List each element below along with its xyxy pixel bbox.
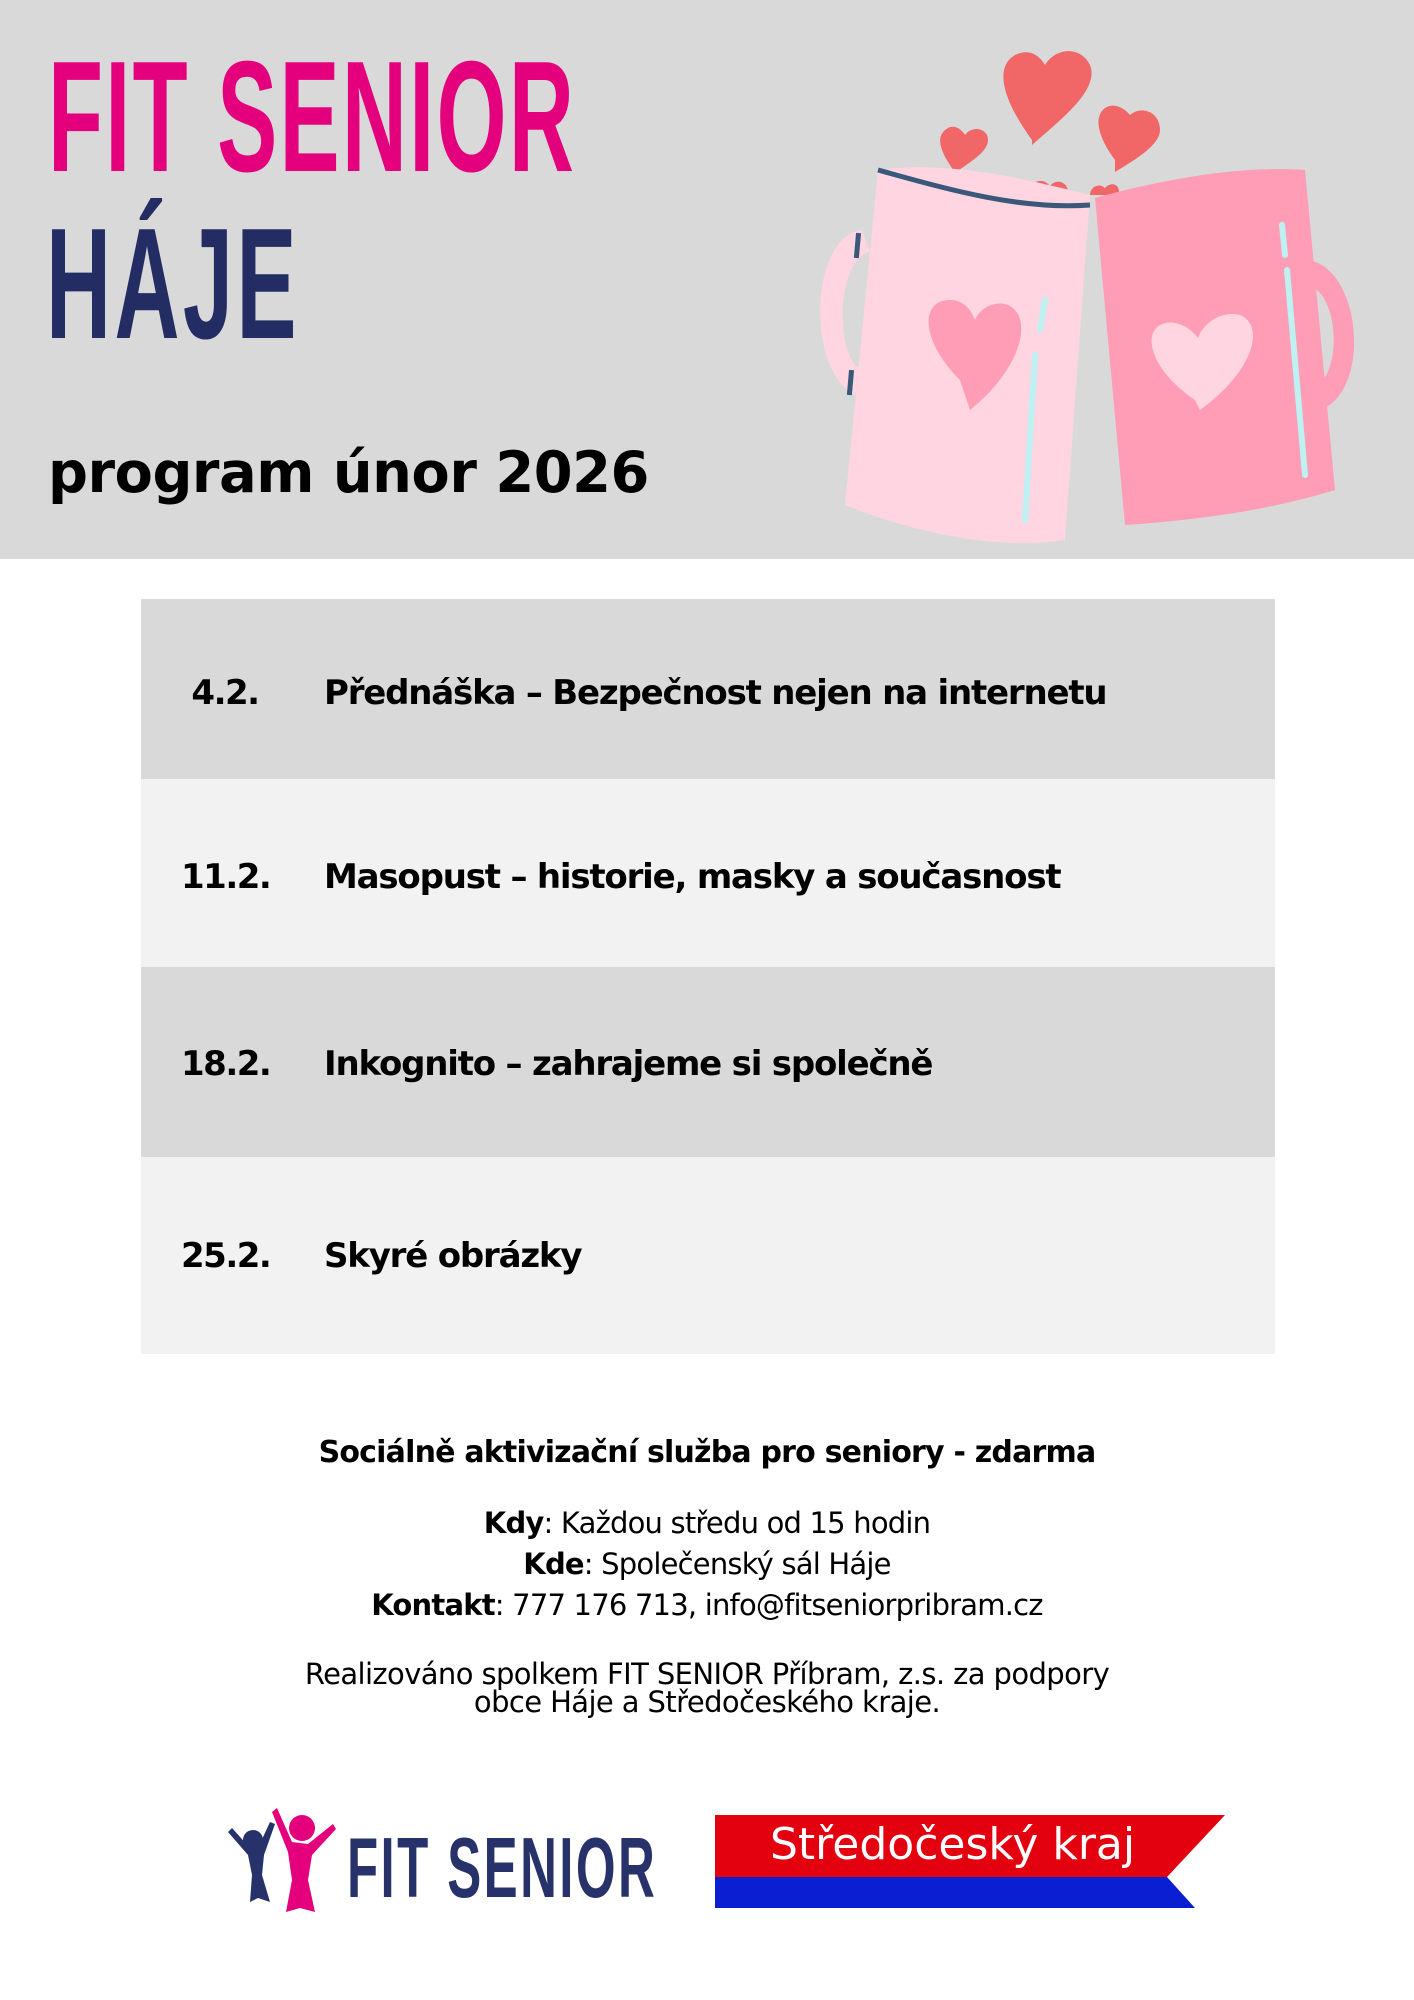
schedule-row [141, 599, 1275, 779]
event-title: Masopust – historie, masky a současnost [324, 857, 1061, 897]
when-line [0, 1506, 1414, 1540]
event-title: Skyré obrázky [324, 1236, 582, 1276]
event-date: 18.2. [181, 1044, 271, 1084]
event-title: Inkognito – zahrajeme si společně [324, 1044, 933, 1084]
kraj-logo-text: Středočeský kraj [770, 1819, 1136, 1870]
mugs-with-hearts-illustration [800, 40, 1390, 550]
program-subtitle: program únor 2026 [48, 440, 649, 506]
where-value: : Společenský sál Háje [583, 1547, 891, 1581]
schedule-row [141, 779, 1275, 967]
contact-value: : 777 176 713, info@fitseniorpribram.cz [494, 1588, 1043, 1622]
credits-line-2: obce Háje a Středočeského kraje. [473, 1685, 941, 1719]
contact-line [0, 1588, 1414, 1622]
event-title: Přednáška – Bezpečnost nejen na internetu [324, 673, 1107, 713]
title-haje: HÁJE [46, 196, 300, 372]
credits-line-1: Realizováno spolkem FIT SENIOR Příbram, z.s. za podpory [304, 1657, 1110, 1691]
contact-label: Kontakt [371, 1588, 495, 1622]
event-date: 25.2. [181, 1236, 271, 1276]
service-heading: Sociálně aktivizační služba pro seniory - zdarma [318, 1435, 1096, 1470]
fit-senior-logo-text: FIT SENIOR [347, 1821, 658, 1916]
event-date: 4.2. [191, 673, 259, 713]
title-fit-senior: FIT SENIOR [48, 29, 577, 205]
credits [0, 1657, 1414, 1719]
event-date: 11.2. [181, 857, 271, 897]
where-label: Kde [523, 1547, 584, 1581]
where-line [0, 1547, 1414, 1581]
schedule-row [141, 1157, 1275, 1354]
schedule-table [141, 599, 1275, 1354]
when-value: : Každou středu od 15 hodin [543, 1506, 931, 1540]
schedule-row [141, 967, 1275, 1157]
when-label: Kdy [483, 1506, 544, 1540]
